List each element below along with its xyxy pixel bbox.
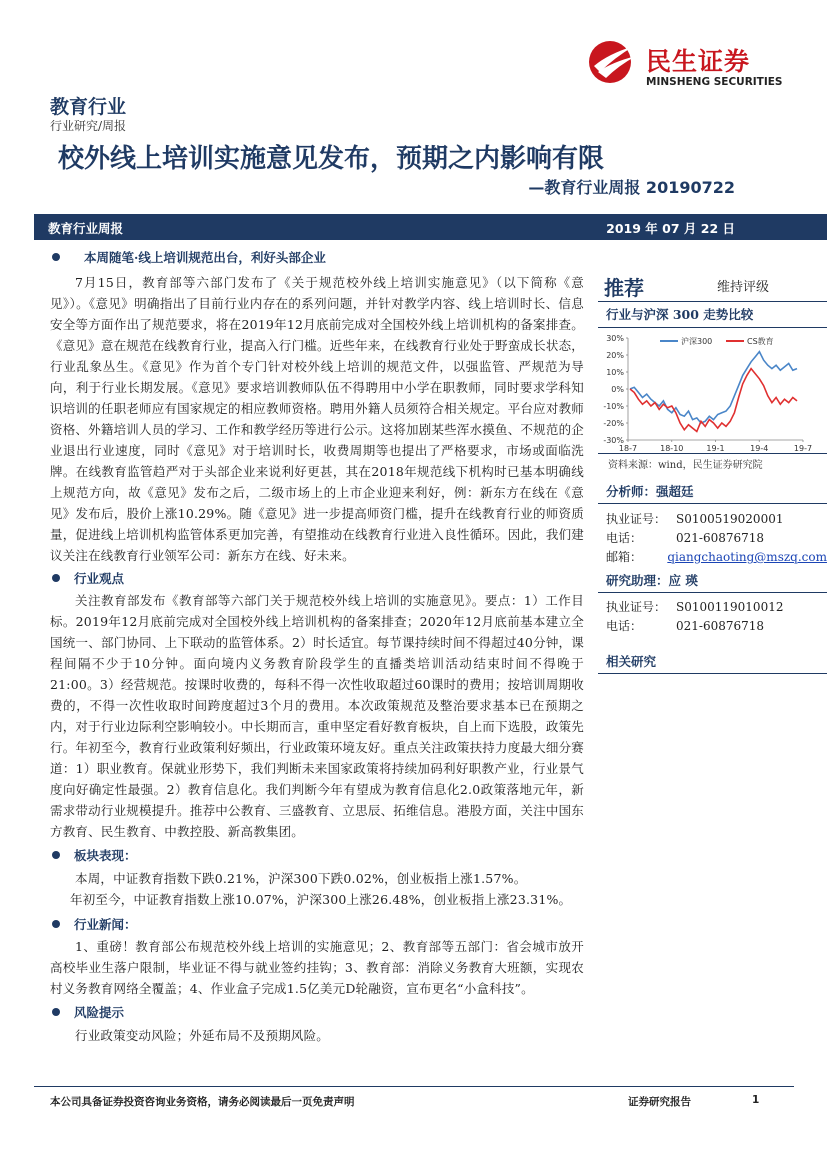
sidebar: [598, 262, 827, 674]
legend-label: 沪深300: [681, 337, 713, 346]
minsheng-logo-icon: [588, 40, 638, 84]
rating-status: 维持评级: [716, 280, 769, 295]
analyst-tel: 021-60876718: [676, 531, 765, 545]
section-title: 行业新闻：: [74, 917, 137, 932]
assistant-cert-row: [598, 598, 827, 617]
section-heading: [48, 913, 584, 935]
analyst-tel-row: [598, 529, 827, 548]
series-line-cs-edu: [630, 369, 797, 432]
y-tick-label: -30%: [603, 436, 624, 445]
y-tick-label: -20%: [603, 419, 624, 428]
related-research-heading: 相关研究: [598, 650, 827, 674]
footer-divider: [34, 1086, 794, 1087]
section-body: 行业政策变动风险；外延布局不及预期风险。: [75, 1028, 330, 1043]
bullet-icon: [52, 574, 60, 582]
brand-name-en: MINSHENG SECURITIES: [646, 76, 783, 88]
report-date: 2019 年 07 月 22 日: [606, 221, 735, 236]
section-heading: [48, 246, 584, 268]
page-title: 校外线上培训实施意见发布，预期之内影响有限: [58, 144, 605, 174]
brand-name-cn: 民生证券: [646, 47, 751, 76]
bullet-icon: [52, 920, 60, 928]
rating-box: [598, 262, 827, 302]
y-tick-label: 30%: [606, 334, 624, 343]
analyst-cert: S0100519020001: [676, 512, 784, 526]
assistant-cert-label: 执业证号：: [606, 600, 667, 614]
report-type: 行业研究/周报: [50, 119, 127, 133]
x-tick-label: 19-1: [706, 444, 725, 453]
section-heading: [48, 844, 584, 866]
section-line: 年初至今，中证教育指数上涨10.07%，沪深300上涨26.48%，创业板指上涨23.31%。: [70, 892, 572, 907]
y-tick-label: -10%: [603, 402, 624, 411]
analyst-cert-label: 执业证号：: [606, 512, 667, 526]
industry-label: 教育行业: [50, 96, 127, 118]
section-title: 风险提示: [74, 1005, 125, 1020]
y-tick-label: 10%: [606, 368, 624, 377]
analyst-mail-label: 邮箱：: [606, 550, 643, 564]
assistant-heading: 研究助理：应 瑛: [598, 569, 827, 593]
analyst-heading: 分析师：强超廷: [598, 480, 827, 504]
section-body: 关注教育部发布《教育部等六部门关于规范校外线上培训的实施意见》。要点：1）工作目标。2019年12月底前完成对全国校外线上培训机构的备案排查；2020年12月底前基本建立全国统一、部门协同、上下联动的监管体系。2）时长适宜。每节课持续时间不得超过40分钟，课程间隔不少于10分钟。面向境内义务教育阶段学生的直播类培训活动结束时间不得晚于21:00。3）经营规范。按课时收费的，每科不得一次性收取超过60课时的费用；按培训周期收费的，不得一次性收取时间跨度超过3个月的费用。本次政策规范及整治要求基本已在预期之内，对于行业边际利空影响较小。中长期而言，重申坚定看好教育板块，自上而下选股，政策先行。年初至今，教育行业政策利好频出，行业政策环境友好。重点关注政策扶持力度最大细分赛道：1）职业教育。保就业形势下，我们判断未来国家政策将持续加码利好职教产业，行业景气度向好确定性最强。2）教育信息化。我们判断今年有望成为教育信息化2.0政策落地元年，新需求带动行业规模提升。推荐中公教育、三盛教育、立思辰、拓维信息。港股方面，关注中国东方教育、民生教育、中教控股、新高教集团。: [50, 593, 584, 839]
chart-source: 资料来源：wind，民生证券研究院: [608, 460, 763, 471]
legend-label: CS教育: [747, 337, 774, 346]
report-series: 教育行业周报: [48, 221, 124, 236]
analyst-mail-row: [598, 548, 827, 567]
series-line-hs300: [630, 352, 797, 423]
bullet-icon: [52, 1008, 60, 1016]
section-body: 1、重磅！教育部公布规范校外线上培训的实施意见；2、教育部等五部门：省会城市放开高校毕业生落户限制，毕业证不得与就业签约挂钩；3、教育部：消除义务教育大班额，实现农村义务教育网络全覆盖；4、作业盒子完成1.5亿美元D轮融资，宣布更名“小盒科技”。: [50, 939, 584, 996]
x-tick-label: 18-10: [660, 444, 684, 453]
section-body: 7月15日，教育部等六部门发布了《关于规范校外线上培训实施意见》（以下简称《意见》）。《意见》明确指出了目前行业内存在的系列问题，并针对教学内容、线上培训时长、信息安全等方面作出了规范要求，将在2019年12月底前完成对全国校外线上培训机构的备案排查。《意见》意在规范在线教育行业，提高入行门槛。近些年来，在线教育行业处于野蛮成长状态，行业乱象丛生。《意见》作为首个专门针对校外线上培训的规范文件，以强监管、严规范为导向，利于行业长期发展。《意见》要求培训教师队伍不得聘用中小学在职教师，同时要求学科知识培训的任职老师应有国家规定的相应教师资格。聘用外籍人员须符合相关规定。平台应对教师资格、外籍培训人员的学习、工作和教学经历等进行公示。这将加剧某些浑水摸鱼、不规范的企业退出行业速度，同时《意见》对于培训时长，收费周期等也提出了严格要求，市场或面临洗牌。在线教育监管趋严对于头部企业来说利好更甚，其在2018年规范线下机构时已基本明确线上规范方向，故《意见》发布之后，二级市场上的上市企业迎来利好，例：新东方在线在《意见》发布后，股价上涨10.29%。随《意见》进一步提高师资门槛，提升在线教育行业的师资质量，促进线上培训机构监管体系更加完善，有望推动在线教育行业进入良性循环。因此，我们建议关注在线教育行业领军公司：新东方在线、好未来。: [50, 275, 584, 563]
chart-heading: 行业与沪深 300 走势比较: [598, 302, 827, 328]
assistant-cert: S0100119010012: [676, 600, 784, 614]
section-heading: [48, 567, 584, 589]
x-tick-label: 18-7: [618, 444, 638, 453]
section-title: 板块表现：: [74, 848, 137, 863]
main-content: [48, 246, 584, 1046]
x-tick-label: 19-4: [750, 444, 769, 453]
footer-label: 证券研究报告: [628, 1096, 691, 1108]
section-heading: [48, 1001, 584, 1023]
bullet-icon: [52, 851, 60, 859]
section-title: 本周随笔·线上培训规范出台，利好头部企业: [84, 250, 326, 265]
y-tick-label: 20%: [606, 351, 624, 360]
footer-disclaimer: 本公司具备证券投资咨询业务资格，请务必阅读最后一页免责声明: [50, 1096, 355, 1108]
trend-chart-svg: [598, 328, 827, 454]
assistant-tel-row: [598, 617, 827, 636]
y-tick-label: 0%: [611, 385, 624, 394]
analyst-tel-label: 电话：: [606, 531, 643, 545]
assistant-tel-label: 电话：: [606, 619, 643, 633]
bullet-icon: [52, 253, 60, 261]
analyst-cert-row: [598, 510, 827, 529]
trend-chart: [598, 328, 827, 454]
section-title: 行业观点: [74, 571, 125, 586]
page-number: 1: [752, 1094, 760, 1106]
x-tick-label: 19-7: [793, 444, 813, 453]
section-line: 本周，中证教育指数下跌0.21%，沪深300下跌0.02%，创业板指上涨1.57%。: [75, 871, 527, 886]
assistant-tel: 021-60876718: [676, 619, 765, 633]
analyst-email-link[interactable]: qiangchaoting@mszq.com: [667, 550, 827, 564]
page-subtitle: —教育行业周报 20190722: [528, 178, 735, 197]
header-bar: [34, 214, 827, 240]
rating-word: 推荐: [604, 276, 644, 300]
